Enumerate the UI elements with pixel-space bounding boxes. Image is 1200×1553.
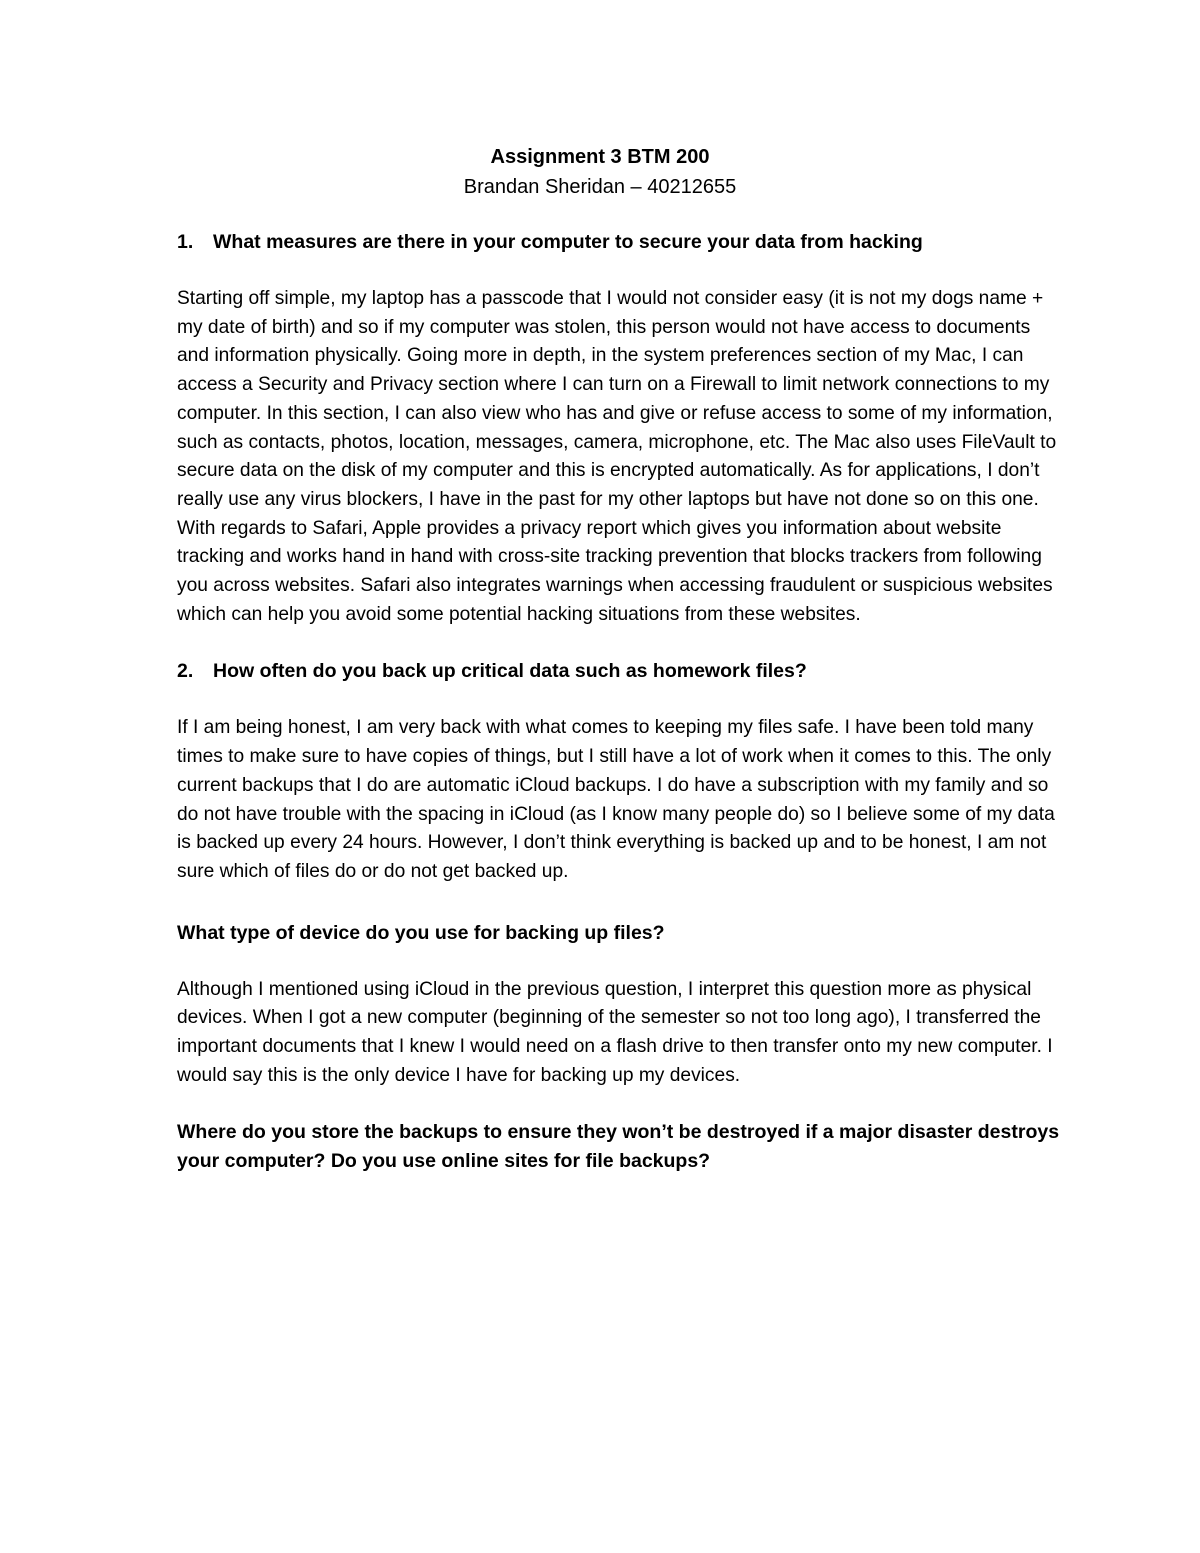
question-1 (177, 228, 1061, 257)
question-1-text: What measures are there in your computer to secure your data from hacking (213, 231, 923, 253)
document-title: Assignment 3 BTM 200 (490, 146, 710, 168)
question-3: What type of device do you use for backing up files? (177, 921, 665, 944)
document-body (177, 228, 1061, 1176)
question-2 (177, 657, 1061, 686)
question-2-text: How often do you back up critical data such as homework files? (213, 660, 807, 683)
document-header (0, 142, 1200, 202)
document-author: Brandan Sheridan – 40212655 (463, 176, 737, 198)
question-2-number: 2. (177, 660, 194, 683)
answer-1: Starting off simple, my laptop has a passcode that I would not consider easy (it is not my dogs name + my date of birth) and so if my computer was stolen, this person would not have access to documents and information physically. Going more in depth, in the system preferences section of my Mac, I can access a Security and Privacy section where I can turn on a Firewall to limit network connections to my computer. In this section, I can also view who has and give or refuse access to some of my information, such as contacts, photos, location, messages, camera, microphone, etc. The Mac also uses FileVault to secure data on the disk of my computer and this is encrypted automatically. As for applications, I don’t really use any virus blockers, I have in the past for my other laptops but have not done so on this one. With regards to Safari, Apple provides a privacy report which gives you information about website tracking and works hand in hand with cross-site tracking prevention that blocks trackers from following you across websites. Safari also integrates warnings when accessing fraudulent or suspicious websites which can help you avoid some potential hacking situations from these websites. (177, 288, 1057, 625)
question-4: Where do you store the backups to ensure they won’t be destroyed if a major disaster destroys your computer? Do you use online sites for file backups? (177, 1121, 1060, 1173)
answer-2: If I am being honest, I am very back with what comes to keeping my files safe. I have been told many times to make sure to have copies of things, but I still have a lot of work when it comes to this. The only current backups that I do are automatic iCloud backups. I do have a subscription with my family and so do not have trouble with the spacing in iCloud (as I know many people do) so I believe some of my data is backed up every 24 hours. However, I don’t think everything is backed up and to be honest, I am not sure which of files do or do not get backed up. (177, 717, 1055, 882)
answer-3: Although I mentioned using iCloud in the previous question, I interpret this question more as physical devices. When I got a new computer (beginning of the semester so not too long ago), I transferred the important documents that I knew I would need on a flash drive to then transfer onto my new computer. I would say this is the only device I have for backing up my devices. (177, 978, 1053, 1086)
question-1-number: 1. (177, 231, 194, 253)
